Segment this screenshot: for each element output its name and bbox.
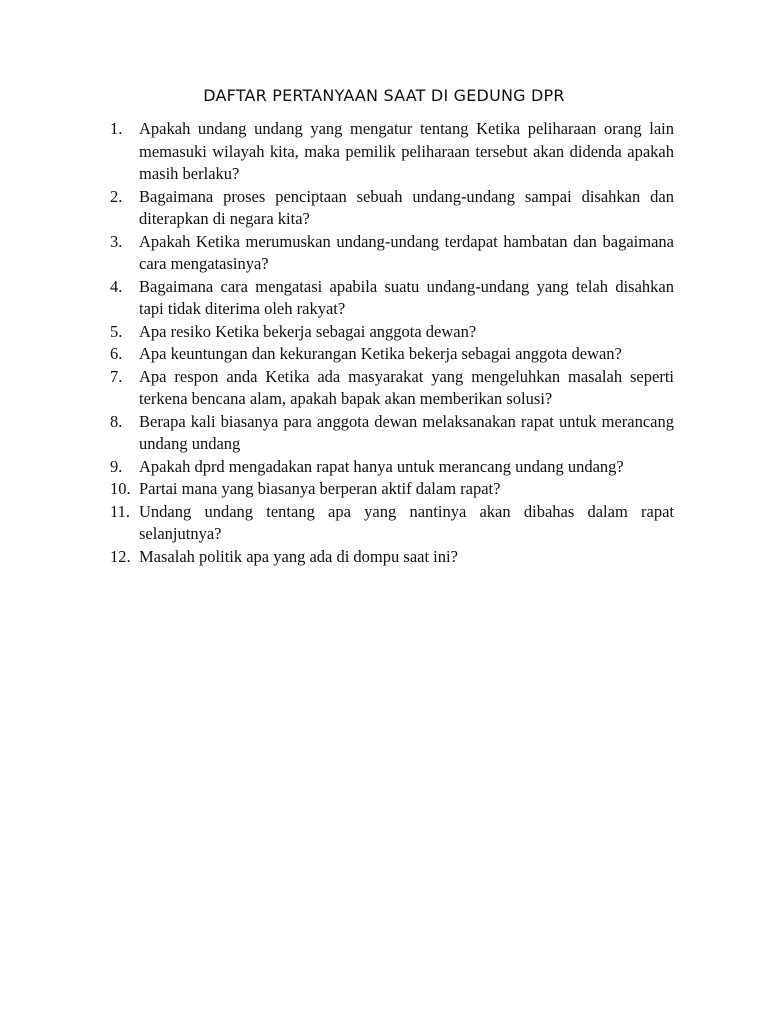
question-text: Apakah undang undang yang mengatur tentang Ketika peliharaan orang lain memasuki wilayah kita, maka pemilik peliharaan tersebut akan didenda apakah masih berlaku? — [139, 119, 674, 183]
question-number — [110, 118, 139, 141]
question-number-label: 9. — [110, 456, 123, 476]
question-number-label: 2. — [110, 186, 123, 206]
question-item — [110, 546, 674, 569]
question-text: Apakah dprd mengadakan rapat hanya untuk merancang undang undang? — [139, 456, 624, 476]
question-item — [110, 501, 674, 546]
question-text: Berapa kali biasanya para anggota dewan melaksanakan rapat untuk merancang undang undang — [139, 411, 674, 453]
question-item — [110, 231, 674, 276]
question-number-label: 1. — [110, 119, 123, 138]
question-number-label: 8. — [110, 411, 123, 431]
question-number — [110, 456, 139, 479]
question-number — [110, 366, 139, 389]
question-item — [110, 478, 674, 501]
question-text: Apakah Ketika merumuskan undang-undang terdapat hambatan dan bagaimana cara mengatasinya? — [139, 231, 674, 273]
question-number-label: 7. — [110, 366, 123, 386]
question-item — [110, 186, 674, 231]
question-number — [110, 186, 139, 209]
question-item — [110, 366, 674, 411]
question-number — [110, 501, 139, 524]
question-text: Apa respon anda Ketika ada masyarakat yang mengeluhkan masalah seperti terkena bencana alam, apakah bapak akan memberikan solusi? — [139, 366, 674, 408]
question-text: Apa keuntungan dan kekurangan Ketika bekerja sebagai anggota dewan? — [139, 344, 622, 363]
question-text: Masalah politik apa yang ada di dompu saat ini? — [139, 546, 458, 566]
question-item — [110, 321, 674, 344]
question-number — [110, 478, 139, 501]
question-number — [110, 411, 139, 434]
question-number — [110, 321, 139, 344]
question-number — [110, 231, 139, 254]
question-number-label: 3. — [110, 231, 123, 251]
question-item — [110, 343, 674, 366]
question-item — [110, 456, 674, 479]
question-number — [110, 276, 139, 299]
question-number — [110, 546, 139, 569]
question-number-label: 10. — [110, 479, 131, 498]
question-text: Partai mana yang biasanya berperan aktif dalam rapat? — [139, 479, 501, 498]
question-number — [110, 343, 139, 366]
question-item — [110, 118, 674, 186]
question-item — [110, 276, 674, 321]
question-number-label: 6. — [110, 344, 123, 363]
question-text: Bagaimana cara mengatasi apabila suatu undang-undang yang telah disahkan tapi tidak diterima oleh rakyat? — [139, 276, 674, 318]
question-number-label: 12. — [110, 546, 131, 566]
question-text: Undang undang tentang apa yang nantinya akan dibahas dalam rapat selanjutnya? — [139, 501, 674, 543]
question-item — [110, 411, 674, 456]
question-text: Apa resiko Ketika bekerja sebagai anggota dewan? — [139, 321, 477, 341]
document-title: DAFTAR PERTANYAAN SAAT DI GEDUNG DPR — [203, 86, 565, 105]
question-text: Bagaimana proses penciptaan sebuah undang-undang sampai disahkan dan diterapkan di negara kita? — [139, 186, 674, 228]
question-number-label: 4. — [110, 276, 123, 296]
question-number-label: 11. — [110, 501, 131, 521]
question-number-label: 5. — [110, 321, 123, 341]
question-list — [110, 118, 674, 568]
